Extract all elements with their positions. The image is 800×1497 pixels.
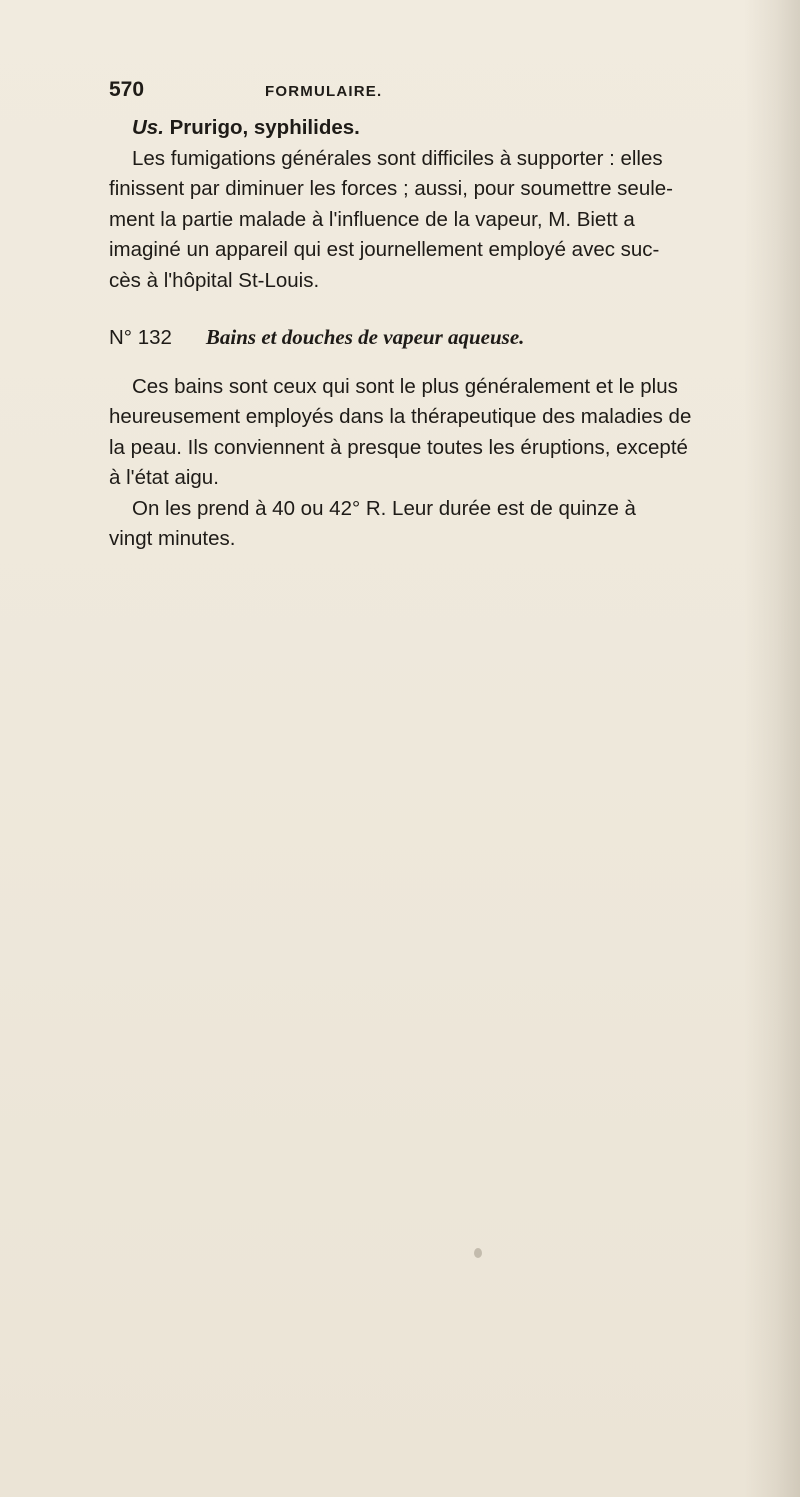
text-line: la peau. Ils conviennent à presque toutes les éruptions, excepté bbox=[109, 435, 688, 459]
uses-label: Us. bbox=[132, 116, 164, 139]
paragraph-uses bbox=[109, 113, 759, 144]
paragraph-temperature bbox=[109, 494, 759, 555]
paper-stain bbox=[474, 1248, 482, 1258]
section-title: Bains et douches de vapeur aqueuse. bbox=[205, 325, 525, 349]
section-heading bbox=[109, 322, 759, 354]
text-line: à l'état aigu. bbox=[109, 466, 219, 489]
page-number: 570 bbox=[109, 78, 145, 101]
text-line: vingt minutes. bbox=[109, 527, 236, 550]
text-line: cès à l'hôpital St-Louis. bbox=[109, 268, 320, 292]
text-line: imaginé un appareil qui est journellement employé avec suc- bbox=[109, 238, 660, 261]
uses-text: Prurigo, syphilides. bbox=[163, 116, 360, 139]
text-line: On les prend à 40 ou 42° R. Leur durée est de quinze à bbox=[132, 496, 636, 520]
section-number: N° 132 bbox=[109, 326, 172, 349]
running-head bbox=[109, 78, 529, 102]
running-title: FORMULAIRE. bbox=[265, 83, 383, 100]
text-line: heureusement employés dans la thérapeutique des maladies de bbox=[109, 405, 692, 428]
text-line: Ces bains sont ceux qui sont le plus généralement et le plus bbox=[132, 374, 678, 398]
text-line: finissent par diminuer les forces ; aussi, pour soumettre seule- bbox=[109, 177, 674, 200]
text-line: ment la partie malade à l'influence de la vapeur, M. Biett a bbox=[109, 207, 635, 231]
paragraph-bains bbox=[109, 372, 759, 494]
text-line: Les fumigations générales sont difficiles à supporter : elles bbox=[132, 146, 663, 170]
body-text bbox=[109, 113, 759, 555]
paragraph-fumigations bbox=[109, 144, 759, 297]
